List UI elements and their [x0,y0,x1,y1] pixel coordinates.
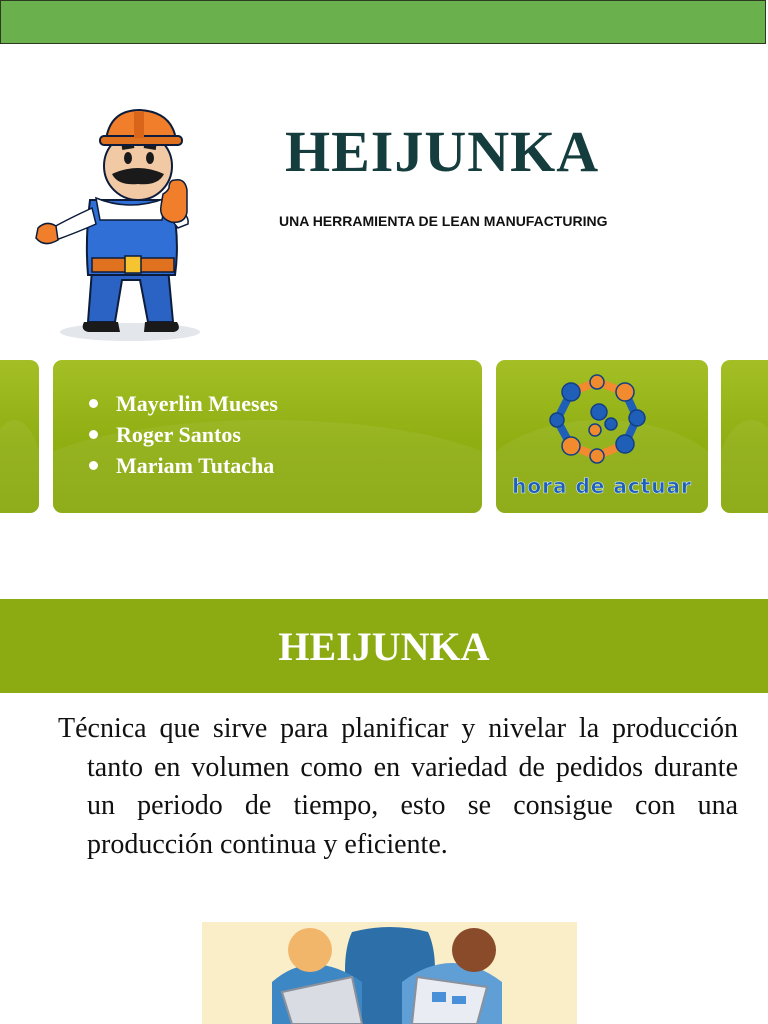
section-header-bar [0,599,768,693]
teamwork-illustration [202,922,577,1024]
author-item: Roger Santos [89,419,278,450]
author-item: Mariam Tutacha [89,450,278,481]
section-title: HEIJUNKA [278,623,490,669]
logo-text: hora de actuar [512,474,692,498]
authors-list [89,388,278,481]
page-title: HEIJUNKA [285,119,600,184]
page-subtitle: UNA HERRAMIENTA DE LEAN MANUFACTURING [279,213,608,229]
authors-panel [53,360,482,513]
worker-mascot-illustration [30,100,230,345]
top-bar [0,0,766,44]
hora-de-actuar-logo-icon [541,372,653,468]
decorative-panel-right [721,360,768,513]
definition-paragraph: Técnica que sirve para planificar y nivelar la producción tanto en volumen como en variedad de pedidos durante un periodo de tiempo, esto se consigue con una producción continua y eficiente. [58,713,738,860]
author-item: Mayerlin Mueses [89,388,278,419]
logo-panel [496,360,708,513]
teamwork-icon [202,922,577,1024]
decorative-panel-left [0,360,39,513]
